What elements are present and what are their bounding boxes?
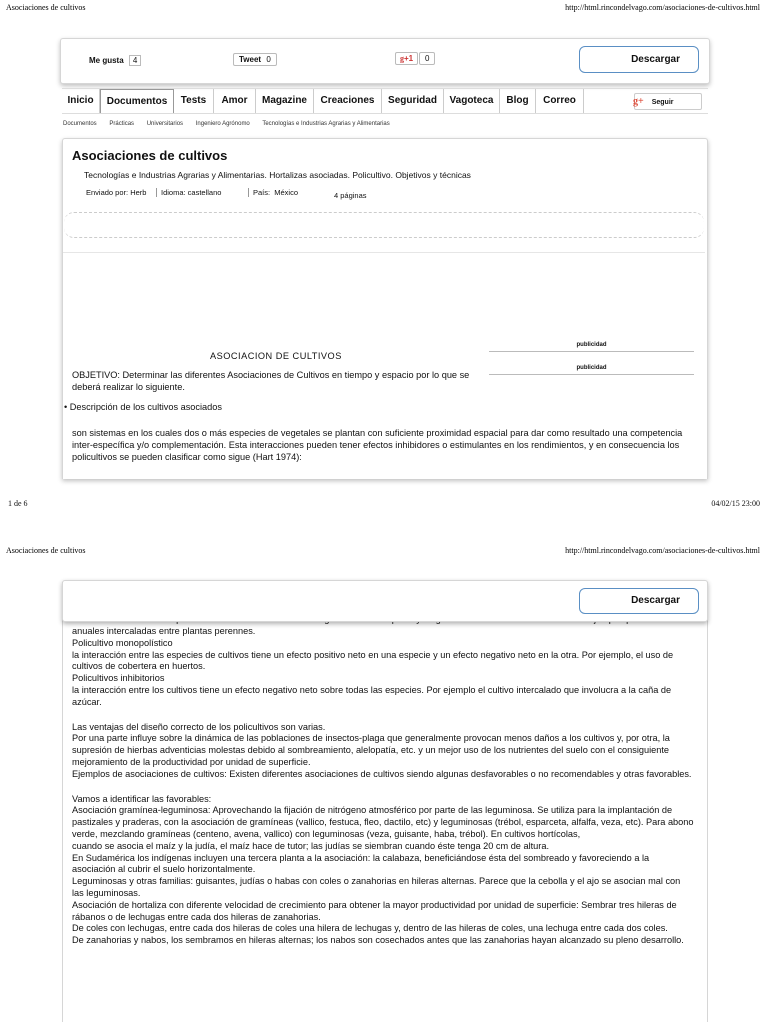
print-header-title: Asociaciones de cultivos (6, 546, 86, 555)
doc-subtitle: Tecnologías e Industrias Agrarias y Alimentarias. Hortalizas asociadas. Policultivo. Objetivos y técnicas (84, 170, 471, 180)
bullet-item (64, 402, 222, 414)
bullet-icon: • (64, 402, 68, 412)
section-heading: Policultivos inhibitorios (72, 673, 165, 684)
text-line: cuando se asocia el maíz y la judía, el maíz hace de tutor; las judías se siembran cuando éste tenga 20 cm de altura. (72, 840, 550, 851)
text-line: Asociación gramínea-leguminosa: Aprovechando la fijación de nitrógeno atmosférico por parte de las leguminosa. Se utiliza para la implantación de pastizales y praderas, con la asociación de gramíneas (vallico, festuca, fleo, dactilo, etc) y leguminosas (trébol, esparceta, alfalfa, veza, etc). Para abono verde, mezclando gramíneas (centeno, avena, vallico) con leguminosas (veza, guisante, haba, trébol). En cultivos hortícolas, (72, 805, 694, 839)
text-line: De zanahorias y nabos, los sembramos en hileras alternas; los nabos son cosechados antes que las zanahorias hayan alcanzado su pleno desarrollo. (72, 935, 684, 946)
nav-magazine[interactable]: Magazine (256, 89, 314, 113)
meta-sender: Enviado por: Herb (86, 188, 147, 197)
ad-label: publicidad (489, 365, 694, 375)
nav-creaciones[interactable]: Creaciones (314, 89, 382, 113)
print-timestamp: 04/02/15 23:00 (711, 499, 760, 508)
breadcrumb-item[interactable]: Documentos (63, 121, 97, 127)
document-body (72, 626, 694, 947)
bullet-text: Descripción de los cultivos asociados (69, 402, 222, 412)
text-line: Las ventajas del diseño correcto de los policultivos son varias. (72, 721, 326, 732)
download-button[interactable]: Descargar (579, 46, 699, 73)
text-line: Por una parte influye sobre la dinámica de las poblaciones de insectos-plaga que generalmente provocan menos daños a los cultivos y, por otra, la supresión de hierbas adventicias molestas debido al sombreamiento, alelopatía, etc. y un mejor uso de los nutrientes del suelo con el consiguiente mejoramiento de la productividad por unidad de superficie. (72, 733, 670, 767)
download-button[interactable]: Descargar (579, 588, 699, 614)
ad-label: publicidad (489, 342, 694, 352)
meta-pages: 4 páginas (334, 191, 367, 200)
nav-seguridad[interactable]: Seguridad (382, 89, 444, 113)
nav-inicio[interactable]: Inicio (62, 89, 100, 113)
meta-country: País: México (248, 188, 298, 197)
social-bar (60, 38, 710, 84)
text-line: En Sudamérica los indígenas incluyen una tercera planta a la asociación: la calabaza, beneficiándose ésta del sombreado y favoreciendo a la asociación al cubrir el suelo horizontalmente. (72, 852, 650, 875)
main-nav (62, 88, 708, 114)
print-header-url: http://html.rincondelvago.com/asociaciones-de-cultivos.html (565, 3, 760, 12)
breadcrumb-item[interactable]: Ingeniero Agrónomo (195, 121, 250, 127)
tweet-count: 0 (266, 55, 271, 64)
text-line: Asociación de hortaliza con diferente velocidad de crecimiento para obtener la mayor productividad por unidad de superficie: Sembrar tres hileras de rábanos o de lechugas entre cada dos hileras de zanahorias. (72, 899, 677, 922)
tweet-button[interactable] (233, 53, 277, 66)
spacer (72, 781, 694, 794)
objective-text: OBJETIVO: Determinar las diferentes Asociaciones de Cultivos en tiempo y espacio por lo que se deberá realizar lo siguiente. (72, 370, 470, 392)
follow-button[interactable] (634, 93, 702, 110)
spacer (72, 709, 694, 722)
gplus-count: 0 (419, 52, 435, 65)
print-header-title: Asociaciones de cultivos (6, 3, 86, 12)
print-header-url: http://html.rincondelvago.com/asociaciones-de-cultivos.html (565, 546, 760, 555)
text-line: anuales intercaladas entre plantas perennes. (72, 626, 256, 636)
ad-slot (64, 212, 704, 238)
text-line: Leguminosas y otras familias: guisantes, judías o habas con coles o zanahorias en hileras alternas. Parece que la cebolla y el ajo se asocian mal con las leguminosas. (72, 876, 681, 898)
breadcrumb-item[interactable]: Universitarios (146, 121, 184, 127)
intro-paragraph: son sistemas en los cuales dos o más especies de vegetales se plantan con suficiente proximidad espacial para dar como resultado una competencia inter-específica y/o complementación. Esta interacciones pueden tener efectos inhibidores o estimulantes en los rendimientos, y en consecuencia los policultivos se pueden clasificar como sigue (Hart 1974): (72, 428, 683, 462)
text-line: Ejemplos de asociaciones de cultivos: Existen diferentes asociaciones de cultivos siendo algunas desfavorables o no recomendables y otras favorables. (72, 768, 692, 779)
nav-amor[interactable]: Amor (214, 89, 256, 113)
like-label: Me gusta (89, 56, 124, 65)
meta-language: Idioma: castellano (156, 188, 221, 197)
section-heading: Policultivo monopolístico (72, 637, 173, 648)
text-line: De coles con lechugas, entre cada dos hileras de coles una hilera de lechugas y, dentro de las hileras de coles, una lechuga entre cada dos coles. (72, 923, 668, 934)
gplus-button[interactable] (395, 52, 418, 65)
nav-tests[interactable]: Tests (174, 89, 214, 113)
like-count: 4 (129, 55, 141, 66)
nav-correo[interactable]: Correo (536, 89, 584, 113)
nav-documentos[interactable]: Documentos (100, 89, 174, 113)
divider (63, 252, 705, 253)
tweet-label: Tweet (239, 55, 262, 64)
page-number: 1 de 6 (8, 499, 28, 508)
gplus-label: +1 (404, 54, 414, 63)
nav-vagoteca[interactable]: Vagoteca (444, 89, 500, 113)
text-line: la interacción entre las especies de cultivos tiene un efecto positivo neto en una especie y un efecto negativo neto en la otra. Por ejemplo, el uso de cultivos de cobertera en huertos. (72, 649, 674, 672)
breadcrumb-item[interactable]: Prácticas (109, 121, 135, 127)
section-title: ASOCIACION DE CULTIVOS (210, 351, 342, 361)
text-line: Vamos a identificar las favorables: (72, 793, 212, 804)
breadcrumb (63, 121, 401, 127)
follow-label: Seguir (651, 99, 674, 106)
gplus-icon: g (400, 54, 404, 63)
breadcrumb-item[interactable]: Tecnologías e Industrias Agrarias y Alimentarias (262, 121, 390, 127)
text-line: la interacción entre los cultivos tiene un efecto negativo neto sobre todas las especies. Por ejemplo el cultivo intercalado que involucra a la caña de azúcar. (72, 684, 672, 707)
sticky-download-bar (62, 580, 708, 622)
gplus-icon: g+ (633, 96, 644, 107)
page-title: Asociaciones de cultivos (72, 148, 228, 163)
nav-blog[interactable]: Blog (500, 89, 536, 113)
facebook-like[interactable] (89, 55, 141, 66)
